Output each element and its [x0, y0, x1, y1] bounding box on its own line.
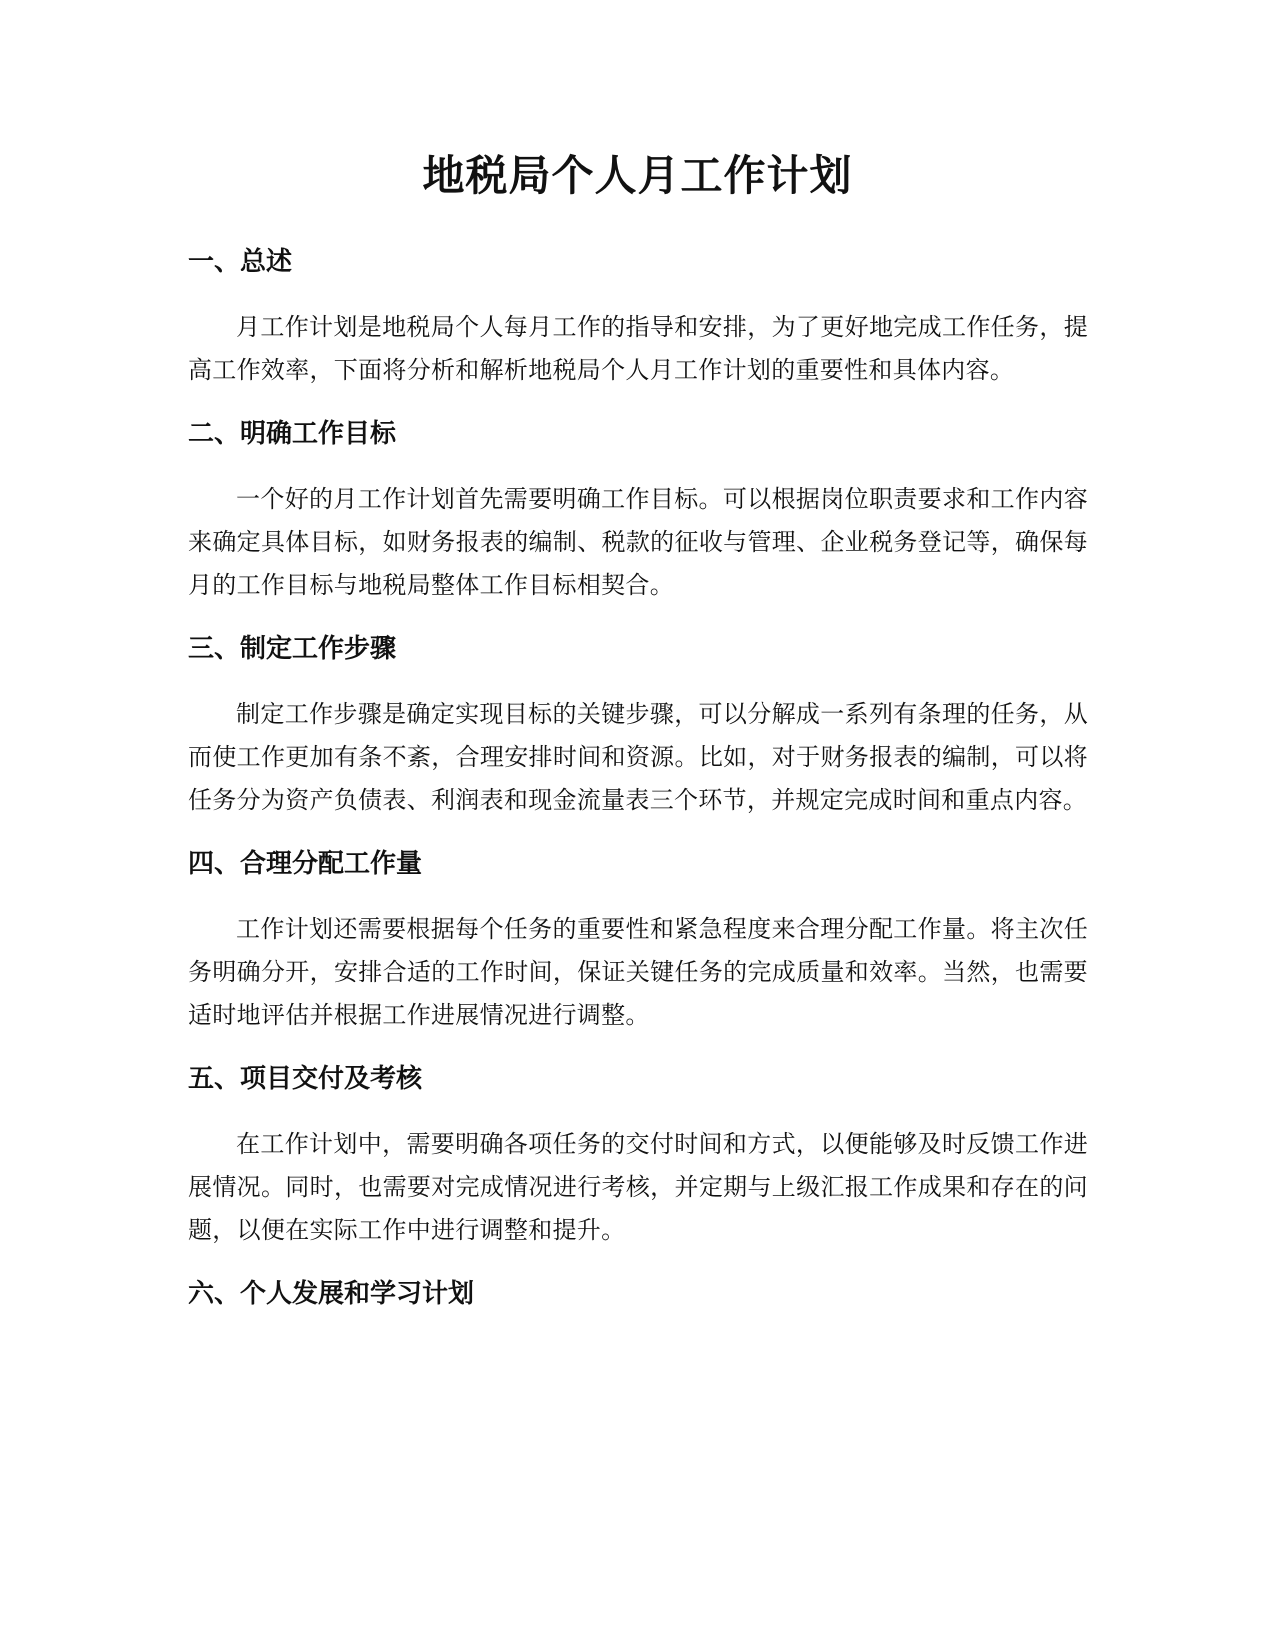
section-heading: 二、明确工作目标 [188, 419, 397, 449]
section-paragraph: 工作计划还需要根据每个任务的重要性和紧急程度来合理分配工作量。将主次任务明确分开，安排合适的工作时间，保证关键任务的完成质量和效率。当然，也需要适时地评估并根据工作进展情况进行调整。 [188, 915, 1088, 1029]
section-overview [188, 244, 1088, 392]
section-delivery-assessment [188, 1061, 1088, 1252]
section-heading: 三、制定工作步骤 [188, 634, 397, 664]
section-work-goals [188, 416, 1088, 607]
section-paragraph: 制定工作步骤是确定实现目标的关键步骤，可以分解成一系列有条理的任务，从而使工作更加有条不紊，合理安排时间和资源。比如，对于财务报表的编制，可以将任务分为资产负债表、利润表和现金流量表三个环节，并规定完成时间和重点内容。 [188, 700, 1088, 814]
section-heading: 四、合理分配工作量 [188, 849, 423, 879]
section-heading: 六、个人发展和学习计划 [188, 1279, 475, 1309]
section-personal-development [188, 1276, 1088, 1312]
section-workload [188, 846, 1088, 1037]
document-content [188, 244, 1088, 1338]
section-work-steps [188, 631, 1088, 822]
document-title: 地税局个人月工作计划 [422, 151, 853, 200]
section-paragraph: 在工作计划中，需要明确各项任务的交付时间和方式，以便能够及时反馈工作进展情况。同时，也需要对完成情况进行考核，并定期与上级汇报工作成果和存在的问题，以便在实际工作中进行调整和提升。 [188, 1130, 1088, 1244]
section-paragraph: 一个好的月工作计划首先需要明确工作目标。可以根据岗位职责要求和工作内容来确定具体目标，如财务报表的编制、税款的征收与管理、企业税务登记等，确保每月的工作目标与地税局整体工作目标相契合。 [188, 485, 1088, 599]
section-paragraph: 月工作计划是地税局个人每月工作的指导和安排，为了更好地完成工作任务，提高工作效率，下面将分析和解析地税局个人月工作计划的重要性和具体内容。 [188, 313, 1088, 384]
section-heading: 五、项目交付及考核 [188, 1064, 423, 1094]
section-heading: 一、总述 [188, 247, 293, 277]
